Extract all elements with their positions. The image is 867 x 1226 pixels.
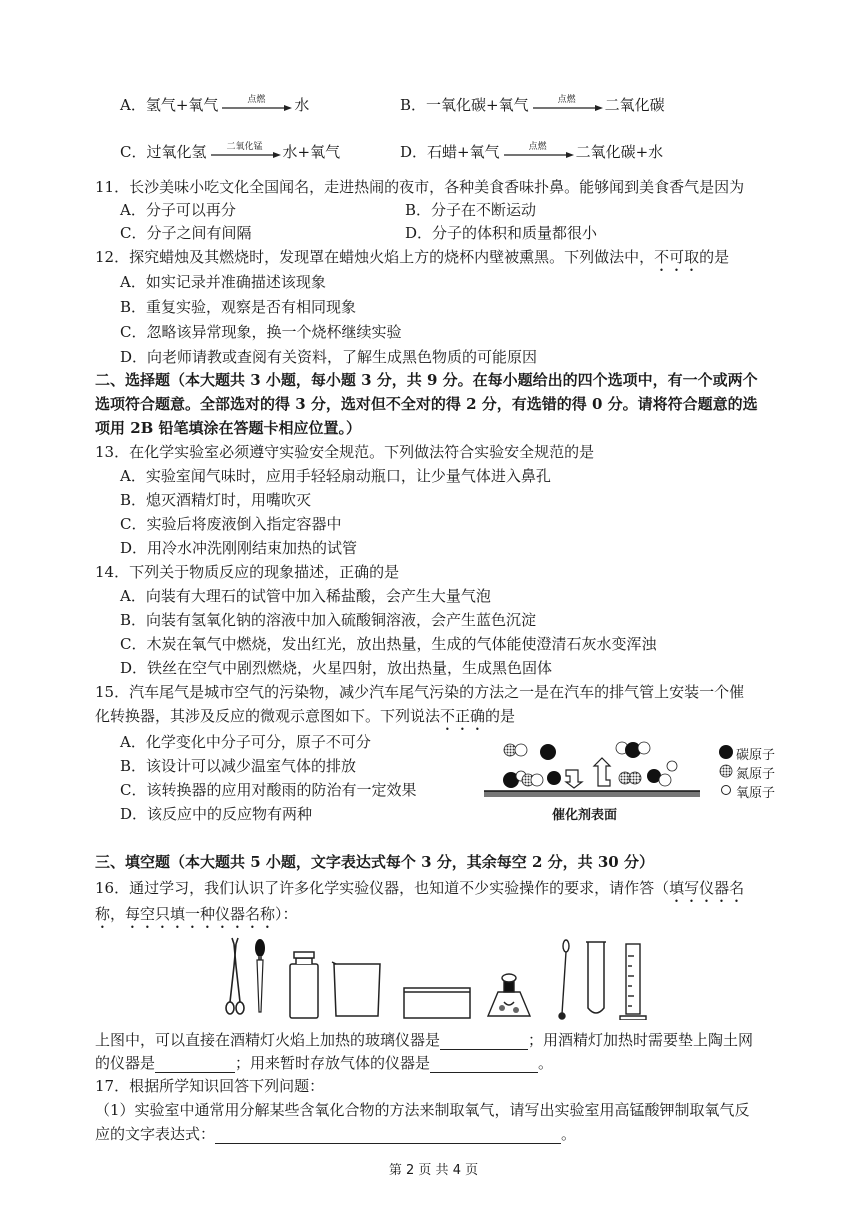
graduated-cylinder-icon	[620, 944, 646, 1020]
q15-option-a[interactable]: A．化学变化中分子可分，原子不可分	[120, 733, 371, 751]
q15-stem-line1: 15．汽车尾气是城市空气的污染物，减少汽车尾气污染的方法之一是在汽车的排气管上安装一个催	[95, 683, 745, 701]
legend-nitrogen: 氮原子	[736, 767, 776, 782]
q13-stem: 13．在化学实验室必须遵守实验安全规范。下列做法符合实验安全规范的是	[95, 443, 595, 461]
q16-fill-line2: 的仪器是 ；用来暂时存放气体的仪器是 。	[95, 1054, 554, 1072]
q15-option-b[interactable]: B．该设计可以减少温室气体的排放	[120, 757, 357, 775]
catalyst-surface	[484, 791, 700, 797]
product-molecules	[616, 742, 677, 786]
q11-option-c[interactable]: C．分子之间有间隔	[120, 224, 252, 242]
q13-option-c[interactable]: C．实验后将废液倒入指定容器中	[120, 515, 342, 533]
q15-stem-line2: 化转换器，其涉及反应的微观示意图如下。下列说法不正确的是	[95, 707, 516, 725]
carbon-atom-icon	[718, 744, 734, 760]
emphasis-text: 称，每空只填一种仪器名称	[95, 905, 276, 923]
section2-header-line2: 选项符合题意。全部选对的得 3 分，选对但不全对的得 2 分，有选错的得 0 分。请将符合题意的选	[95, 395, 758, 413]
reaction-arrow: 点燃	[502, 143, 574, 163]
page-number: 第 2 页 共 4 页	[388, 1163, 479, 1178]
beaker-icon	[332, 962, 380, 1016]
q11-option-d[interactable]: D．分子的体积和质量都很小	[405, 224, 598, 242]
q12-option-b[interactable]: B．重复实验，观察是否有相同现象	[120, 298, 357, 316]
legend-oxygen: 氧原子	[736, 786, 776, 801]
q14-option-b[interactable]: B．向装有氢氧化钠的溶液中加入硫酸铜溶液，会产生蓝色沉淀	[120, 611, 537, 629]
q16-stem-line1: 16．通过学习，我们认识了许多化学实验仪器，也知道不少实验操作的要求，请作答（填写仪器名	[95, 879, 745, 897]
q12-option-c[interactable]: C．忽略该异常现象，换一个烧杯继续实验	[120, 323, 402, 341]
q14-option-a[interactable]: A．向装有大理石的试管中加入稀盐酸，会产生大量气泡	[120, 587, 491, 605]
lab-instruments-figure	[210, 936, 660, 1020]
legend-carbon: 碳原子	[736, 748, 776, 763]
reaction-arrow: 二氧化锰	[209, 143, 281, 163]
q13-option-d[interactable]: D．用冷水冲洗刚刚结束加热的试管	[120, 539, 358, 557]
q12-option-a[interactable]: A．如实记录并准确描述该现象	[120, 273, 326, 291]
q15-option-d[interactable]: D．该反应中的反应物有两种	[120, 805, 313, 823]
test-tube-icon	[586, 942, 606, 1013]
q14-option-d[interactable]: D．铁丝在空气中剧烈燃烧，火星四射，放出热量，生成黑色固体	[120, 659, 553, 677]
q10-option-a[interactable]: A．氢气+氧气 点燃 水	[120, 95, 310, 114]
q14-stem: 14．下列关于物质反应的现象描述，正确的是	[95, 563, 400, 581]
oxygen-atom-icon	[720, 784, 732, 796]
reaction-arrow: 点燃	[531, 96, 603, 116]
q16-stem-line2: 称，每空只填一种仪器名称）：	[95, 905, 298, 923]
q17-part1-line2: 应的文字表达式： 。	[95, 1125, 577, 1143]
reaction-arrow: 点燃	[220, 96, 292, 116]
section3-header: 三、填空题（本大题共 5 小题，文字表达式每个 3 分，其余每空 2 分，共 30 分）	[95, 853, 654, 871]
alcohol-lamp-icon	[488, 974, 530, 1016]
q17-part1-line1: （1）实验室中通常用分解某些含氧化合物的方法来制取氧气，请写出实验室用高锰酸钾制取氧气反	[95, 1101, 750, 1119]
reactant-molecules	[503, 744, 561, 788]
q10-option-b[interactable]: B．一氧化碳+氧气 点燃 二氧化碳	[400, 95, 665, 114]
q10-option-c[interactable]: C．过氧化氢 二氧化锰 水+氧气	[120, 142, 341, 161]
q10-option-d[interactable]: D．石蜡+氧气 点燃 二氧化碳+水	[400, 142, 664, 161]
q11-option-a[interactable]: A．分子可以再分	[120, 201, 236, 219]
q17-stem: 17．根据所学知识回答下列问题：	[95, 1077, 325, 1095]
emphasis-text: 填写仪器名	[669, 879, 745, 897]
q12-stem: 12．探究蜡烛及其燃烧时，发现罩在蜡烛火焰上方的烧杯内壁被熏黑。下列做法中，不可取的是	[95, 248, 730, 266]
adsorb-arrow-icon	[566, 770, 582, 788]
nitrogen-atom-icon	[719, 764, 733, 778]
q12-option-d[interactable]: D．向老师请教或查阅有关资料，了解生成黑色物质的可能原因	[120, 348, 538, 366]
section2-header-line1: 二、选择题（本大题共 3 小题，每小题 3 分，共 9 分。在每小题给出的四个选项中，有一个或两个	[95, 371, 758, 389]
dropper-icon	[255, 939, 265, 1012]
answer-blank-4[interactable]	[215, 1127, 561, 1144]
q11-stem: 11．长沙美味小吃文化全国闻名，走进热闹的夜市，各种美食香味扑鼻。能够闻到美食香气是因为	[95, 178, 745, 196]
catalyst-reaction-diagram	[482, 736, 712, 808]
q11-option-b[interactable]: B．分子在不断运动	[405, 201, 537, 219]
answer-blank-2[interactable]	[155, 1056, 235, 1073]
medicine-spoon-icon	[559, 940, 569, 1019]
q14-option-c[interactable]: C．木炭在氧气中燃烧，发出红光，放出热量，生成的气体能使澄清石灰水变浑浊	[120, 635, 657, 653]
answer-blank-1[interactable]	[440, 1033, 528, 1050]
q13-option-a[interactable]: A．实验室闻气味时，应用手轻轻扇动瓶口，让少量气体进入鼻孔	[120, 467, 551, 485]
emphasis-text: 不正确	[440, 707, 486, 725]
crucible-tongs-icon	[226, 938, 244, 1014]
q16-fill-line1: 上图中，可以直接在酒精灯火焰上加热的玻璃仪器是 ；用酒精灯加热时需要垫上陶土网	[95, 1031, 754, 1049]
q15-option-c[interactable]: C．该转换器的应用对酸雨的防治有一定效果	[120, 781, 417, 799]
emphasis-text: 不可取	[654, 248, 700, 266]
answer-blank-3[interactable]	[430, 1056, 538, 1073]
diagram-caption: 催化剂表面	[552, 808, 618, 823]
water-trough-icon	[404, 988, 470, 1018]
desorb-arrow-icon	[594, 758, 610, 786]
section2-header-line3: 项用 2B 铅笔填涂在答题卡相应位置。）	[95, 419, 362, 437]
q13-option-b[interactable]: B．熄灭酒精灯时，用嘴吹灭	[120, 491, 312, 509]
gas-bottle-icon	[290, 952, 318, 1018]
